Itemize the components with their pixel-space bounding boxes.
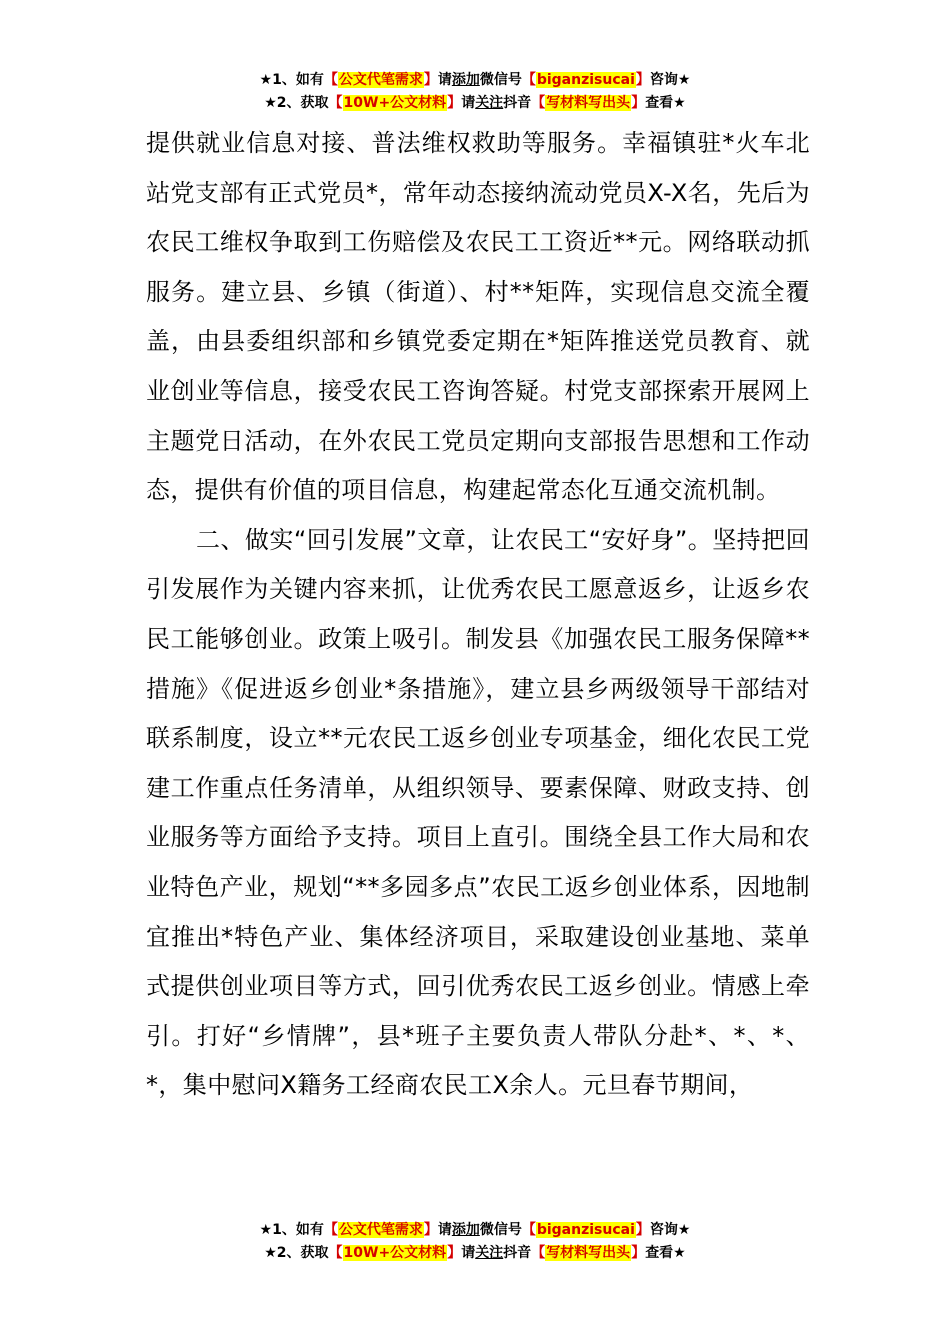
banner-star-left: ★2、获取 bbox=[264, 95, 329, 111]
banner-bracket: 【 bbox=[521, 1222, 536, 1238]
document-body bbox=[146, 119, 810, 1111]
banner-star-left: ★1、如有 bbox=[259, 72, 324, 88]
banner-line-2 bbox=[0, 92, 950, 115]
banner-bracket: 】 bbox=[423, 1222, 438, 1238]
body-paragraph-2: 二、做实“回引发展”文章，让农民工“安好身”。坚持把回引发展作为关键内容来抓，让优秀农民工愿意返乡，让返乡农民工能够创业。政策上吸引。制发县《加强农民工服务保障**措施》《促进返乡创业*条措施》，建立县乡两级领导干部结对联系制度，设立**元农民工返乡创业专项基金，细化农民工党建工作重点任务清单，从组织领导、要素保障、财政支持、创业服务等方面给予支持。项目上直引。围绕全县工作大局和农业特色产业，规划“**多园多点”农民工返乡创业体系，因地制宜推出*特色产业、集体经济项目，采取建设创业基地、菜单式提供创业项目等方式，回引优秀农民工返乡创业。情感上牵引。打好“乡情牌”，县*班子主要负责人带队分赴*、*、*、*，集中慰问X籍务工经商农民工X余人。元旦春节期间， bbox=[146, 525, 810, 1100]
banner-text: 请 bbox=[461, 95, 476, 111]
banner-bracket: 】 bbox=[631, 95, 646, 111]
banner-highlight-wechat-id: biganzisucai bbox=[536, 1222, 635, 1238]
banner-text: 请 bbox=[437, 72, 452, 88]
header-banner bbox=[0, 69, 950, 115]
banner-line-2 bbox=[0, 1242, 950, 1265]
banner-highlight-douyin: 写材料写出头 bbox=[546, 95, 631, 111]
banner-line-1 bbox=[0, 1219, 950, 1242]
footer-banner bbox=[0, 1219, 950, 1265]
banner-bracket: 】 bbox=[635, 72, 650, 88]
banner-bracket: 【 bbox=[323, 72, 338, 88]
banner-end: 查看★ bbox=[645, 95, 686, 111]
banner-bracket: 【 bbox=[531, 1245, 546, 1261]
banner-highlight-douyin: 写材料写出头 bbox=[546, 1245, 631, 1261]
banner-end: 咨询★ bbox=[649, 1222, 691, 1238]
banner-text: 抖音 bbox=[503, 95, 532, 111]
banner-bracket: 【 bbox=[521, 72, 536, 88]
banner-bracket: 】 bbox=[423, 72, 438, 88]
banner-highlight-service: 公文代笔需求 bbox=[338, 1222, 423, 1238]
banner-bracket: 【 bbox=[328, 95, 343, 111]
banner-end: 查看★ bbox=[645, 1245, 686, 1261]
banner-end: 咨询★ bbox=[649, 72, 691, 88]
banner-highlight-service: 公文代笔需求 bbox=[338, 72, 423, 88]
banner-star-left: ★1、如有 bbox=[259, 1222, 324, 1238]
banner-bracket: 】 bbox=[635, 1222, 650, 1238]
banner-highlight-wechat-id: biganzisucai bbox=[536, 72, 635, 88]
banner-text: 微信号 bbox=[479, 72, 522, 88]
body-paragraph-1: 提供就业信息对接、普法维权救助等服务。幸福镇驻*火车北站党支部有正式党员*，常年动态接纳流动党员X-X名，先后为农民工维权争取到工伤赔偿及农民工工资近**元。网络联动抓服务。建立县、乡镇（街道）、村**矩阵，实现信息交流全覆盖，由县委组织部和乡镇党委定期在*矩阵推送党员教育、就业创业等信息，接受农民工咨询答疑。村党支部探索开展网上主题党日活动，在外农民工党员定期向支部报告思想和工作动态，提供有价值的项目信息，构建起常态化互通交流机制。 bbox=[146, 129, 810, 505]
banner-bracket: 【 bbox=[323, 1222, 338, 1238]
banner-text-underlined: 添加 bbox=[451, 1222, 480, 1238]
banner-highlight-materials: 10W+公文材料 bbox=[343, 95, 447, 111]
banner-text-underlined: 添加 bbox=[451, 72, 480, 88]
banner-bracket: 】 bbox=[631, 1245, 646, 1261]
banner-bracket: 】 bbox=[447, 1245, 462, 1261]
banner-bracket: 【 bbox=[328, 1245, 343, 1261]
banner-text-underlined: 关注 bbox=[475, 95, 504, 111]
banner-highlight-materials: 10W+公文材料 bbox=[343, 1245, 447, 1261]
banner-star-left: ★2、获取 bbox=[264, 1245, 329, 1261]
banner-text: 抖音 bbox=[503, 1245, 532, 1261]
banner-text: 请 bbox=[461, 1245, 476, 1261]
banner-text-underlined: 关注 bbox=[475, 1245, 504, 1261]
banner-text: 微信号 bbox=[479, 1222, 522, 1238]
banner-line-1 bbox=[0, 69, 950, 92]
banner-bracket: 】 bbox=[447, 95, 462, 111]
banner-bracket: 【 bbox=[531, 95, 546, 111]
banner-text: 请 bbox=[437, 1222, 452, 1238]
